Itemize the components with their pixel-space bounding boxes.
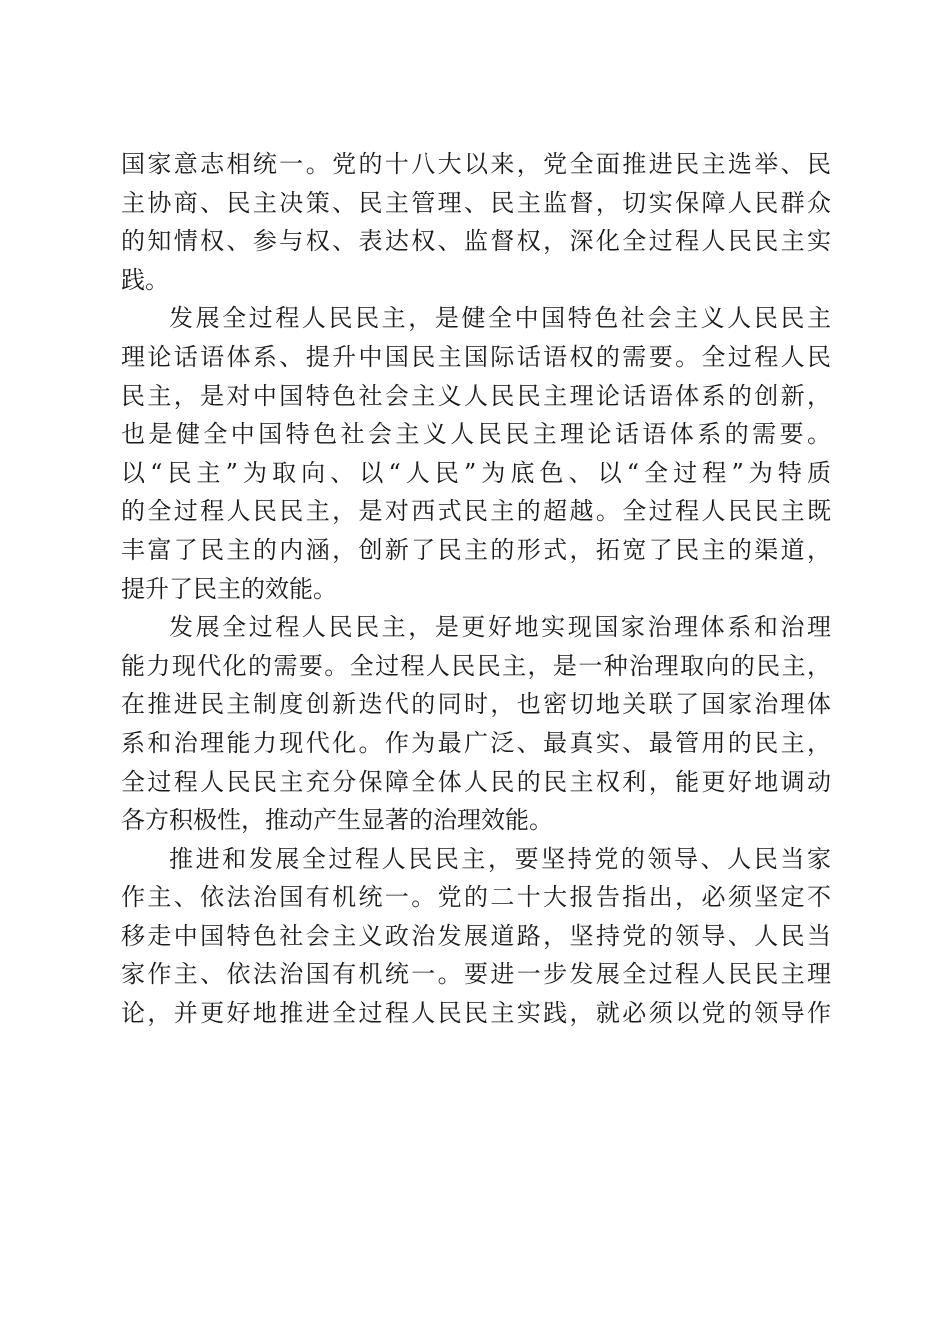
paragraph [121, 145, 831, 299]
text-line: 在推进民主制度创新迭代的同时，也密切地关联了国家治理体 [121, 690, 831, 719]
text-line: 作主、依法治国有机统一。党的二十大报告指出，必须坚定不 [121, 883, 831, 912]
text-line: 发展全过程人民民主，是更好地实现国家治理体系和治理 [169, 613, 831, 642]
text-line: 也是健全中国特色社会主义人民民主理论话语体系的需要。 [121, 420, 831, 449]
paragraph [121, 608, 831, 840]
text-line: 各方积极性，推动产生显著的治理效能。 [121, 806, 553, 835]
text-line: 提升了民主的效能。 [121, 574, 337, 603]
text-line: 全过程人民民主充分保障全体人民的民主权利，能更好地调动 [121, 767, 831, 796]
text-line: 移走中国特色社会主义政治发展道路，坚持党的领导、人民当 [121, 921, 831, 950]
text-line: 理论话语体系、提升中国民主国际话语权的需要。全过程人民 [121, 342, 831, 371]
text-line: 发展全过程人民民主，是健全中国特色社会主义人民民主 [169, 304, 831, 333]
text-line: 系和治理能力现代化。作为最广泛、最真实、最管用的民主， [121, 728, 831, 757]
paragraph [121, 840, 831, 1033]
text-line: 以“民主”为取向、以“人民”为底色、以“全过程”为特质 [121, 458, 831, 487]
text-line: 国家意志相统一。党的十八大以来，党全面推进民主选举、民 [121, 150, 831, 178]
text-line: 的知情权、参与权、表达权、监督权，深化全过程人民民主实 [121, 227, 831, 256]
text-line: 的全过程人民民主，是对西式民主的超越。全过程人民民主既 [121, 497, 831, 526]
text-line: 践。 [121, 265, 169, 294]
text-line: 论，并更好地推进全过程人民民主实践，就必须以党的领导作 [121, 999, 831, 1028]
text-line: 丰富了民主的内涵，创新了民主的形式，拓宽了民主的渠道， [121, 535, 831, 564]
text-line: 民主，是对中国特色社会主义人民民主理论话语体系的创新， [121, 381, 831, 410]
text-line: 能力现代化的需要。全过程人民民主，是一种治理取向的民主， [121, 651, 831, 680]
text-line: 家作主、依法治国有机统一。要进一步发展全过程人民民主理 [121, 960, 831, 989]
text-line: 推进和发展全过程人民民主，要坚持党的领导、人民当家 [169, 844, 831, 873]
paragraph [121, 299, 831, 608]
body-text [121, 145, 831, 1033]
text-line: 主协商、民主决策、民主管理、民主监督，切实保障人民群众 [121, 188, 831, 217]
